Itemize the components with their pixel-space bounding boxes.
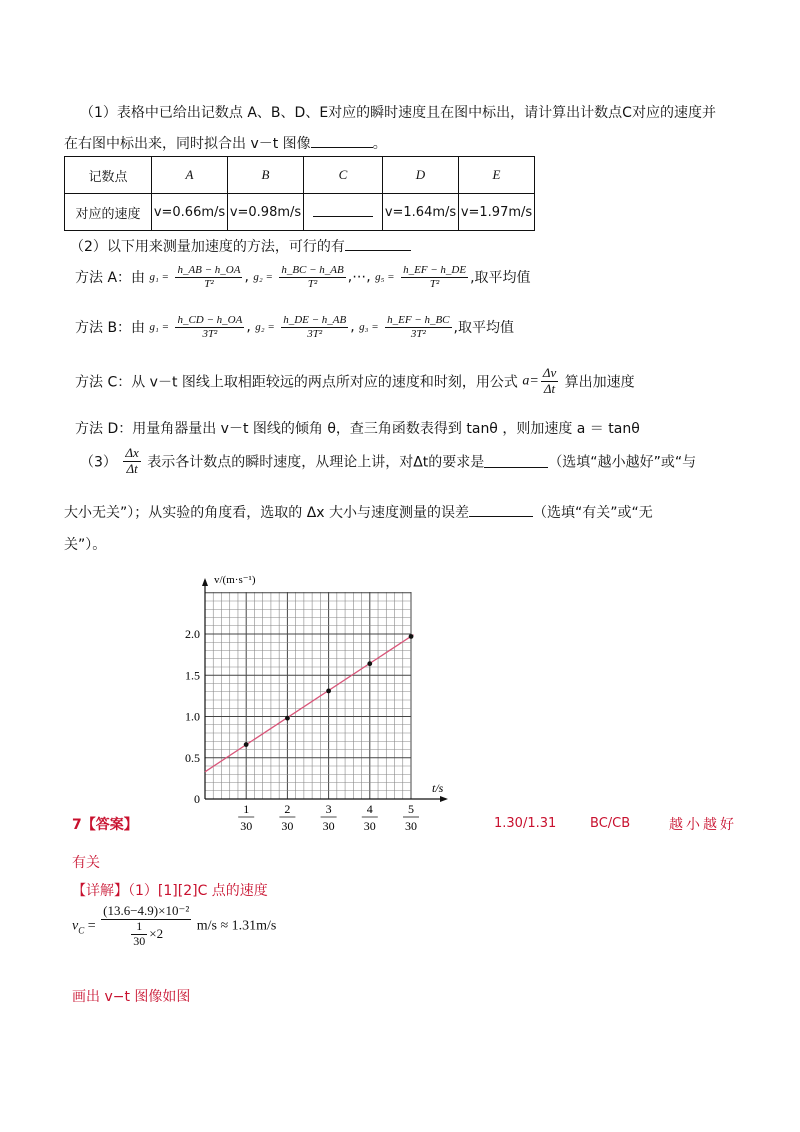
velocity-table	[64, 156, 535, 231]
method-c-formula: a=	[522, 373, 539, 389]
q1-line2-end: 。	[372, 136, 387, 152]
answer-2: BC/CB	[590, 816, 631, 831]
q2-stem	[70, 236, 411, 256]
q1-line1: （1）表格中已给出记数点 A、B、D、E对应的瞬时速度且在图中标出，请计算出计数点C对应的速度并	[80, 105, 716, 121]
x-axis-label: t/s	[432, 781, 444, 795]
fraction-numerator: h_DE − h_AB	[283, 314, 347, 326]
fraction	[101, 904, 191, 949]
chart-grid	[205, 592, 411, 799]
y-tick-label: 2.0	[185, 627, 200, 641]
y-tick-label: 0.5	[185, 750, 200, 765]
formula-lhs: g₂ =	[255, 321, 275, 334]
formula-lhs: g₁ =	[149, 321, 170, 334]
fraction-numerator: Δv	[542, 365, 557, 380]
vt-chart	[0, 570, 800, 840]
formula-sub: C	[78, 925, 85, 936]
fraction-denominator: T²	[307, 277, 318, 290]
table-header-cell: A	[152, 157, 228, 194]
q2-stem-text: （2）以下用来测量加速度的方法，可行的有	[70, 239, 345, 255]
denominator-tail: ×2	[149, 925, 164, 941]
answer-4: 有关	[72, 855, 100, 871]
q3-line2-text: 大小无关”）；从实验的角度看，选取的 Δx 大小与速度测量的误差	[64, 505, 470, 521]
y-tick-label: 1.0	[185, 709, 200, 724]
fraction-numerator: (13.6−4.9)×10⁻²	[103, 903, 190, 918]
method-b-label: 方法 B：由	[75, 320, 146, 337]
y-tick-label: 0	[194, 792, 200, 806]
fraction	[175, 314, 244, 340]
fraction-numerator: h_CD − h_OA	[177, 314, 243, 326]
fraction-denominator: T²	[429, 277, 440, 290]
method-b-tail: ,取平均值	[453, 320, 514, 337]
y-tick-label: 1.5	[185, 668, 200, 683]
method-b: 方法 B：由 g₁ = $\frac{h\_CD - h\_OA}{\text{3T²}}$ , g₂ = $\frac{h\_DE - h\_AB}{\text{3T²}}$ , g₃ = $\frac{h\_EF - h\_BC}{\text{3T²}}$ ,取平均值	[75, 314, 514, 340]
fraction-denominator: T²	[204, 277, 214, 290]
x-tick-label: 3	[325, 802, 332, 816]
detail-label: 【详解】（1）[1][2]C 点的速度	[72, 883, 268, 899]
x-tick-label: 30	[405, 819, 417, 833]
table-row-label: 对应的速度	[65, 194, 152, 231]
fraction-denominator: Δt	[126, 460, 138, 476]
fraction-denominator: Δt	[543, 380, 556, 396]
fraction	[385, 314, 451, 340]
inner-denominator: 30	[133, 933, 146, 948]
q2-answer-blank	[345, 238, 411, 251]
table-cell: v=1.64m/s	[383, 194, 459, 231]
x-tick-label: 5	[408, 802, 414, 816]
fraction	[279, 264, 345, 290]
formula-result: m/s ≈ 1.31m/s	[196, 918, 277, 934]
formula-lhs: g₃ =	[359, 321, 379, 334]
table-cell: v=0.98m/s	[228, 194, 304, 231]
table-cell-blank	[304, 194, 383, 231]
data-point	[326, 689, 331, 694]
table-header-cell: 记数点	[65, 157, 152, 194]
data-point	[409, 634, 414, 639]
q3-line3: 关”）。	[64, 537, 107, 553]
method-d: 方法 D：用量角器量出 v－t 图线的倾角 θ，查三角函数表得到 tanθ ，则加速度 a ＝ tanθ	[75, 421, 640, 437]
fraction-denominator: 3T²	[307, 327, 323, 340]
method-a: 方法 A：由 g₁ = $\frac{h\_AB - h\_OA}{\text{T²}}$ , g₂ = $\frac{h\_BC - h\_AB}{\text{T²}}$ ,⋯, g₅ = $\frac{h\_EF - h\_DE}{\text{T²}}$ ,取平均值	[75, 264, 531, 290]
fraction-numerator: h_AB − h_OA	[177, 264, 241, 276]
x-tick-label: 1	[243, 802, 250, 816]
table-row	[65, 157, 535, 194]
y-axis-arrow	[202, 578, 208, 586]
x-tick-label: 30	[281, 819, 294, 833]
answer-1: 1.30/1.31	[494, 816, 557, 831]
table-answer-blank	[313, 204, 373, 217]
fraction	[401, 264, 468, 290]
data-point	[367, 661, 372, 666]
inner-fraction	[131, 920, 147, 949]
fraction	[541, 366, 558, 397]
method-a-tail: ,取平均值	[470, 270, 531, 287]
data-point	[244, 742, 249, 747]
answer-label: 7【答案】	[72, 817, 138, 833]
fraction	[123, 446, 140, 477]
chart-marks	[205, 634, 413, 772]
q1-line2	[64, 133, 387, 153]
x-tick-label: 30	[322, 819, 335, 833]
data-point	[285, 716, 290, 721]
q1-answer-blank	[311, 135, 373, 148]
x-tick-label: 2	[284, 802, 291, 816]
formula-lhs: g₁ =	[149, 271, 169, 284]
x-tick-label: 30	[363, 819, 376, 833]
q3-line1-tail: （选填“越小越好”或“与	[548, 454, 697, 471]
table-header-cell: C	[304, 157, 383, 194]
method-c-text: 方法 C：从 v－t 图线上取相距较远的两点所对应的速度和时刻，用公式	[75, 374, 518, 391]
method-a-label: 方法 A：由	[75, 270, 146, 287]
y-axis-label: v/(m·s⁻¹)	[214, 574, 256, 586]
table-cell: v=1.97m/s	[459, 194, 535, 231]
fraction-numerator: h_EF − h_BC	[387, 314, 450, 326]
q3-line1	[80, 446, 696, 477]
fit-line	[205, 635, 413, 772]
formula-v: v	[72, 918, 79, 934]
x-axis-arrow	[440, 796, 448, 802]
x-tick-label: 4	[366, 802, 373, 816]
method-c-tail: 算出加速度	[564, 374, 635, 391]
table-header-cell: B	[228, 157, 304, 194]
fraction-numerator: Δx	[125, 445, 139, 460]
chart-ticks	[185, 627, 419, 833]
fraction-numerator: h_BC − h_AB	[281, 264, 344, 276]
q3-line1-text: 表示各计数点的瞬时速度，从理论上讲，对Δt的要求是	[147, 454, 485, 471]
inner-numerator: 1	[131, 920, 147, 935]
fraction-numerator: h_EF − h_DE	[403, 264, 467, 276]
x-tick-label: 30	[240, 819, 253, 833]
formula-lhs: g₂ =	[253, 271, 273, 284]
fraction-denominator: 3T²	[410, 327, 426, 340]
fraction	[175, 264, 242, 290]
q3-blank-1	[484, 455, 548, 468]
table-cell: v=0.66m/s	[152, 194, 228, 231]
q3-line2-tail: （选填“有关”或“无	[533, 505, 653, 521]
method-c	[75, 366, 635, 397]
table-header-cell: E	[459, 157, 535, 194]
answer-3: 越小越好	[669, 817, 737, 833]
q3-line2	[64, 502, 653, 522]
q3-prefix: （3）	[80, 454, 117, 471]
detail-formula: $v_C$ = (13.6−4.9)×10⁻² $\frac{1}{30}$ ×2 m/s ≈ 1.31m/s	[72, 903, 277, 948]
fraction-denominator: 3T²	[202, 327, 218, 340]
table-row	[65, 194, 535, 231]
fraction	[281, 314, 348, 340]
formula-lhs: g₅ =	[375, 271, 395, 284]
table-header-cell: D	[383, 157, 459, 194]
detail-draw-text: 画出 v−t 图像如图	[72, 989, 191, 1005]
fraction-denominator	[101, 920, 191, 949]
q3-blank-2	[469, 504, 533, 517]
q1-line2-text: 在右图中标出来，同时拟合出 v－t 图像	[64, 136, 311, 152]
